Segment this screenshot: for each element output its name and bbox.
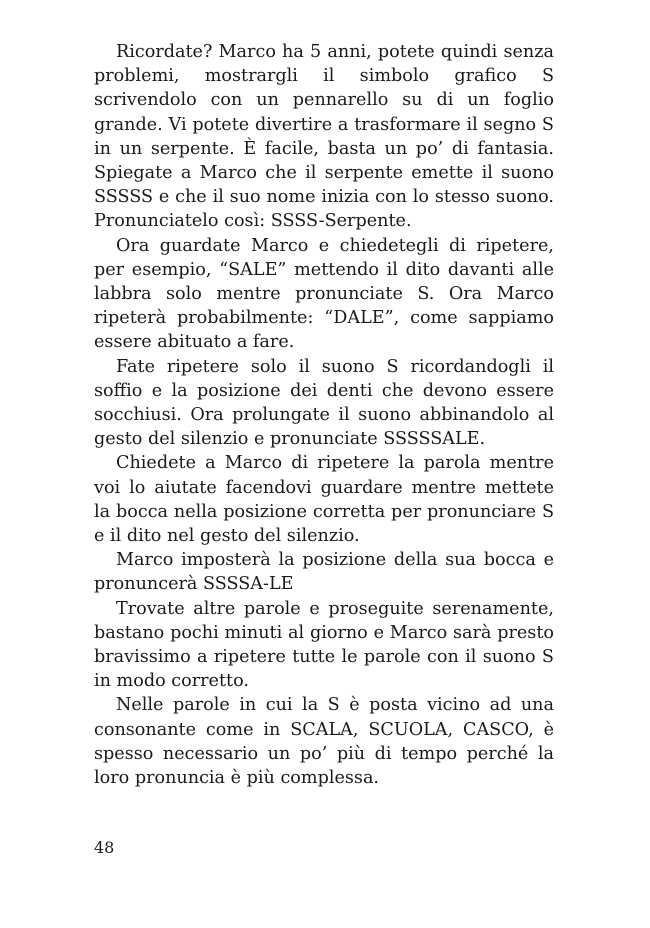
paragraph-1: Ricordate? Marco ha 5 anni, potete quindi senza problemi, mostrargli il simbolo grafico S scrivendolo con un pennarello su di un foglio grande. Vi potete divertire a trasformare il segno S in un serpente. È facile, basta un po’ di fantasia. Spiegate a Marco che il serpente emette il suono SSSSS e che il suo nome inizia con lo stesso suono. Pronunciatelo così: SSSS-Serpente.	[94, 42, 554, 232]
paragraph-3: Fate ripetere solo il suono S ricordandogli il soffio e la posizione dei denti che devono essere socchiusi. Ora prolungate il suono abbinandolo al gesto del silenzio e pronunciate SSSSSALE.	[94, 356, 554, 450]
body-text	[94, 40, 554, 790]
paragraph-2: Ora guardate Marco e chiedetegli di ripetere, per esempio, “SALE” mettendo il dito davanti alle labbra solo mentre pronunciate S. Ora Marco ripeterà probabilmente: “DALE”, come sappiamo essere abituato a fare.	[94, 235, 554, 353]
paragraph-6: Trovate altre parole e proseguite serenamente, bastano pochi minuti al giorno e Marco sarà presto bravissimo a ripetere tutte le parole con il suono S in modo corretto.	[94, 598, 554, 692]
paragraph-5: Marco imposterà la posizione della sua bocca e pronuncerà SSSSA-LE	[94, 550, 554, 595]
paragraph-4: Chiedete a Marco di ripetere la parola mentre voi lo aiutate facendovi guardare mentre mettete la bocca nella posizione corretta per pronunciare S e il dito nel gesto del silenzio.	[94, 453, 554, 547]
page-number: 48	[94, 838, 115, 857]
paragraph-7: Nelle parole in cui la S è posta vicino ad una consonante come in SCALA, SCUOLA, CASCO, è spesso necessario un po’ più di tempo perché la loro pronuncia è più complessa.	[94, 695, 554, 789]
